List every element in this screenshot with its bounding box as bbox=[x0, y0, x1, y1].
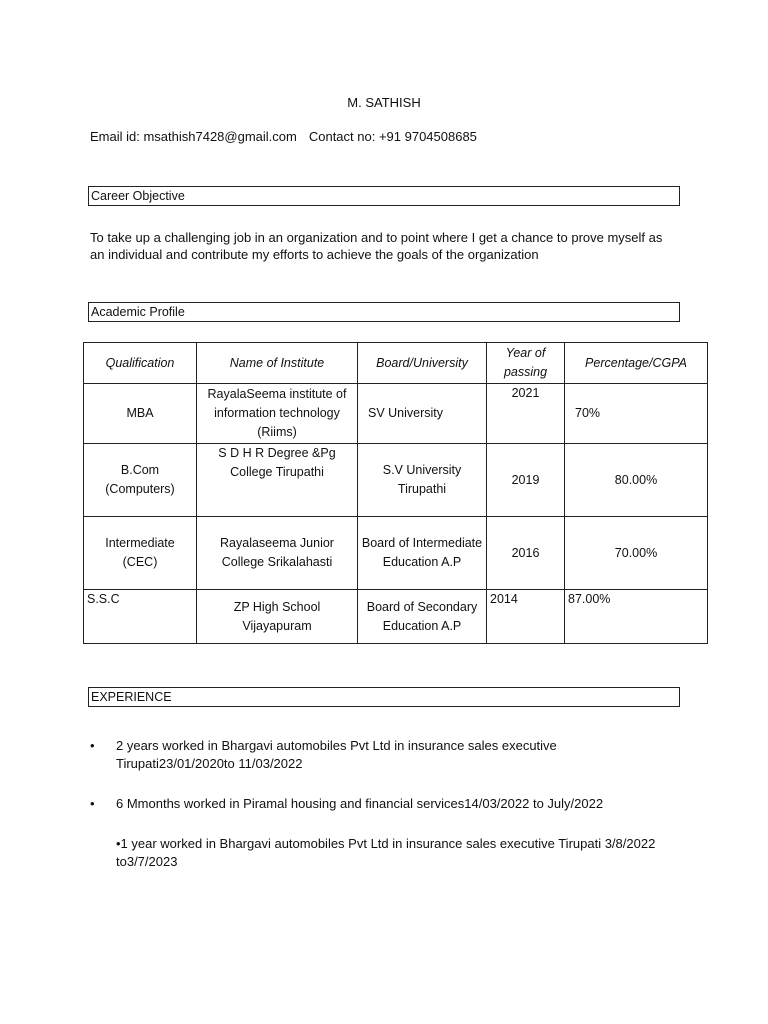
table-row bbox=[84, 517, 708, 590]
cell-qualification: Intermediate (CEC) bbox=[84, 517, 197, 590]
header-percentage: Percentage/CGPA bbox=[565, 343, 708, 384]
cell-institute: ZP High School Vijayapuram bbox=[197, 590, 358, 644]
header-year: Year of passing bbox=[487, 343, 565, 384]
objective-paragraph: To take up a challenging job in an organization and to point where I get a chance to prove myself as an individual and contribute my efforts to achieve the goals of the organization bbox=[90, 230, 663, 262]
bullet-icon: • bbox=[90, 738, 95, 753]
cell-qualification: MBA bbox=[84, 384, 197, 444]
cell-percentage: 87.00% bbox=[565, 590, 708, 644]
cell-board: Board of Intermediate Education A.P bbox=[358, 517, 487, 590]
cell-percentage: 80.00% bbox=[565, 444, 708, 517]
experience-text: 6 Mmonths worked in Piramal housing and financial services14/03/2022 to July/2022 bbox=[116, 796, 604, 811]
academic-table bbox=[83, 342, 708, 644]
header-institute: Name of Institute bbox=[197, 343, 358, 384]
cell-percentage: 70% bbox=[565, 384, 708, 444]
email-text: Email id: msathish7428@gmail.com bbox=[90, 129, 297, 144]
bullet-icon: • bbox=[90, 796, 95, 811]
experience-text: 2 years worked in Bhargavi automobiles Pvt Ltd in insurance sales executive Tirupati23/01/2020to 11/03/2022 bbox=[116, 738, 557, 771]
phone-text: Contact no: +91 9704508685 bbox=[308, 129, 477, 144]
cell-institute: S D H R Degree &Pg College Tirupathi bbox=[197, 444, 358, 517]
list-item bbox=[90, 795, 670, 813]
experience-list bbox=[90, 737, 670, 893]
table-row bbox=[84, 590, 708, 644]
header-qualification: Qualification bbox=[84, 343, 197, 384]
career-objective-heading: Career Objective bbox=[88, 186, 680, 206]
cell-institute: Rayalaseema Junior College Srikalahasti bbox=[197, 517, 358, 590]
cell-year: 2019 bbox=[487, 444, 565, 517]
list-item bbox=[90, 737, 670, 773]
academic-profile-heading: Academic Profile bbox=[88, 302, 680, 322]
cell-qualification: B.Com (Computers) bbox=[84, 444, 197, 517]
cell-year: 2021 bbox=[487, 384, 565, 444]
cell-board: S.V University Tirupathi bbox=[358, 444, 487, 517]
cell-board: Board of Secondary Education A.P bbox=[358, 590, 487, 644]
contact-line bbox=[90, 129, 477, 144]
cell-institute: RayalaSeema institute of information technology (Riims) bbox=[197, 384, 358, 444]
cell-board: SV University bbox=[358, 384, 487, 444]
list-item bbox=[90, 835, 670, 871]
cell-percentage: 70.00% bbox=[565, 517, 708, 590]
cell-year: 2016 bbox=[487, 517, 565, 590]
table-header-row bbox=[84, 343, 708, 384]
table-row bbox=[84, 384, 708, 444]
cell-year: 2014 bbox=[487, 590, 565, 644]
cell-qualification: S.S.C bbox=[84, 590, 197, 644]
experience-text: •1 year worked in Bhargavi automobiles Pvt Ltd in insurance sales executive Tirupati 3/8/2022 to3/7/2023 bbox=[116, 836, 656, 869]
table-row bbox=[84, 444, 708, 517]
candidate-name: M. SATHISH bbox=[347, 95, 421, 110]
header-board: Board/University bbox=[358, 343, 487, 384]
experience-heading: EXPERIENCE bbox=[88, 687, 680, 707]
